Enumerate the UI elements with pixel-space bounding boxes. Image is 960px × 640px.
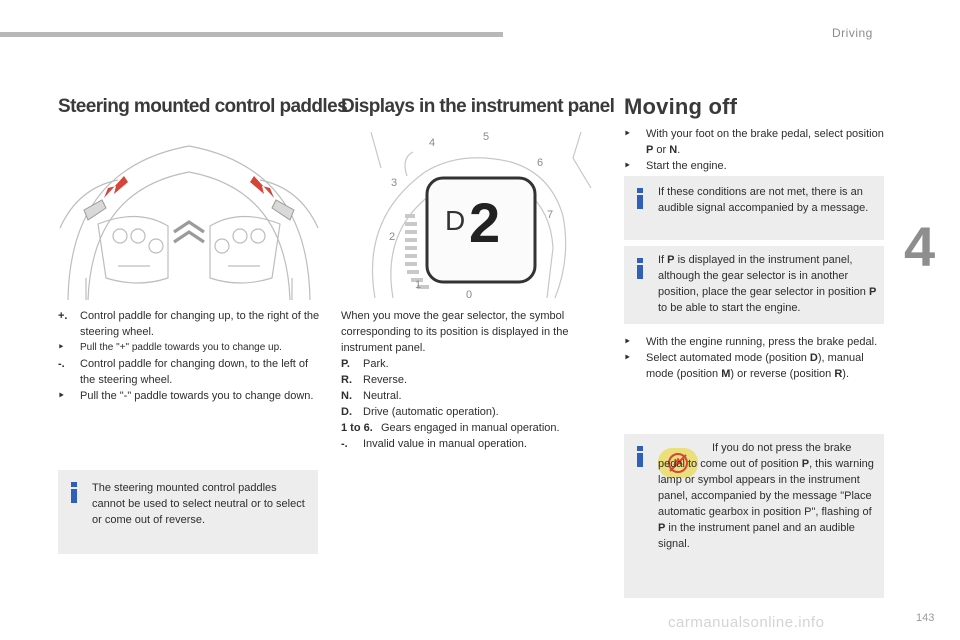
step-text: .: [677, 144, 681, 156]
info-icon: [636, 188, 644, 209]
definition-text: Drive (automatic operation).: [363, 406, 499, 418]
bullet-icon: ‣: [624, 352, 631, 364]
info-text-part: , this warning lamp or symbol appears in the instrument panel, accompanied by the message "Place automatic gearbox in position P", flashing of: [658, 458, 874, 518]
step-text: With your foot on the brake pedal, select position: [646, 128, 884, 140]
step-bold: M: [721, 368, 731, 380]
info-box-conditions: [624, 176, 884, 240]
gauge-tick-5: 5: [483, 131, 490, 143]
info-box-warning-lamp: [624, 434, 884, 598]
definition-row: [341, 420, 603, 436]
gauge-tick-0: 0: [466, 289, 473, 301]
definition-row: [341, 372, 603, 388]
info-text: If these conditions are not met, there is an audible signal accompanied by a message.: [658, 186, 869, 214]
step-text: or: [653, 144, 670, 156]
page-number: 143: [916, 612, 935, 624]
steering-wheel-illustration: [58, 128, 320, 302]
gauge-tick-4: 4: [429, 137, 436, 149]
item-marker: -.: [58, 358, 65, 370]
gauge-mode: D: [445, 205, 466, 236]
definition-row: [341, 404, 603, 420]
list-item: [624, 158, 886, 174]
item-text: Pull the "-" paddle towards you to change down.: [80, 390, 314, 402]
item-marker: +.: [58, 310, 68, 322]
definition-row: [341, 388, 603, 404]
step-bold: N: [669, 144, 678, 156]
definition-text: Reverse.: [363, 374, 408, 386]
moving-off-steps: [624, 126, 886, 174]
gauge-tick-1: 1: [415, 279, 422, 291]
displays-list: [341, 308, 603, 452]
gauge-tick-3: 3: [391, 177, 398, 189]
moving-off-steps-running: [624, 334, 886, 382]
info-text: [658, 440, 880, 552]
info-text-part: If: [658, 254, 668, 266]
watermark: carmanualsonline.info: [668, 614, 825, 631]
info-text-part: to be able to start the engine.: [658, 302, 801, 314]
moving-off-heading: Moving off: [624, 94, 738, 119]
definition-row: [341, 436, 603, 452]
definition-row: [341, 356, 603, 372]
step-text: ) or reverse (position: [730, 368, 835, 380]
info-text: [658, 252, 878, 316]
displays-intro: When you move the gear selector, the symbol corresponding to its position is displayed in the instrument panel.: [341, 310, 569, 354]
info-text-part: If you do not press the brake pedal to come out of position: [658, 442, 852, 470]
gauge-tick-6: 6: [537, 157, 544, 169]
step-bold: P: [646, 144, 654, 156]
step-bold: R: [834, 368, 843, 380]
steering-paddle-list: [58, 308, 320, 404]
definition-term: -.: [341, 438, 348, 450]
info-text-bold: P: [868, 286, 877, 298]
info-text-part: is displayed in the instrument panel, although the gear selector is in another position, place the gear selector in position: [658, 254, 869, 298]
step-text: ), manual mode (position: [646, 352, 864, 380]
bullet-icon: ‣: [624, 128, 631, 140]
bullet-icon: ‣: [58, 390, 65, 402]
list-item: [624, 350, 886, 382]
info-box-steering: [58, 470, 318, 554]
displays-heading: Displays in the instrument panel: [341, 96, 615, 117]
item-text: Control paddle for changing down, to the left of the steering wheel.: [80, 358, 309, 386]
step-text: With the engine running, press the brake pedal.: [646, 336, 878, 348]
steering-wheel-figure: [58, 128, 320, 302]
gauge-tick-2: 2: [389, 231, 396, 243]
list-item: [58, 356, 320, 388]
list-item: [58, 308, 320, 340]
info-text-part: in the instrument panel and an audible signal.: [658, 522, 855, 550]
gauge-gear: 2: [469, 191, 501, 254]
info-box-p-displayed: [624, 246, 884, 324]
step-text: Select automated mode (position: [646, 352, 810, 364]
bullet-icon: ‣: [58, 342, 64, 353]
list-item: [624, 334, 886, 350]
definition-term: 1 to 6.: [341, 422, 373, 434]
info-icon: [70, 482, 78, 503]
definition-text: Invalid value in manual operation.: [363, 438, 527, 450]
list-item: [58, 340, 320, 356]
definition-term: P.: [341, 358, 350, 370]
step-text: ).: [842, 368, 850, 380]
info-icon: [636, 446, 644, 467]
step-bold: D: [809, 352, 818, 364]
instrument-panel-figure: [341, 128, 603, 302]
chapter-title: Driving: [832, 26, 873, 40]
definition-term: R.: [341, 374, 352, 386]
definition-text: Park.: [363, 358, 389, 370]
steering-heading: Steering mounted control paddles: [58, 96, 348, 117]
info-text-bold: P: [658, 522, 666, 534]
definition-text: Neutral.: [363, 390, 402, 402]
item-text: Control paddle for changing up, to the right of the steering wheel.: [80, 310, 320, 338]
info-text: The steering mounted control paddles cannot be used to select neutral or to select or come out of reverse.: [92, 482, 305, 526]
list-item: [624, 126, 886, 158]
definition-term: D.: [341, 406, 352, 418]
info-icon: [636, 258, 644, 279]
info-text-bold: P: [667, 254, 675, 266]
definition-term: N.: [341, 390, 352, 402]
list-item: [58, 388, 320, 404]
bullet-icon: ‣: [624, 336, 631, 348]
gauge-tick-7: 7: [547, 209, 554, 221]
gear-display-illustration: [341, 128, 603, 302]
info-text-bold: P: [801, 458, 810, 470]
bullet-icon: ‣: [624, 160, 631, 172]
chapter-number: 4: [904, 215, 936, 278]
definition-text: Gears engaged in manual operation.: [381, 422, 560, 434]
top-rule: [0, 32, 503, 37]
step-text: Start the engine.: [646, 160, 727, 172]
item-text: Pull the "+" paddle towards you to change up.: [80, 342, 282, 353]
